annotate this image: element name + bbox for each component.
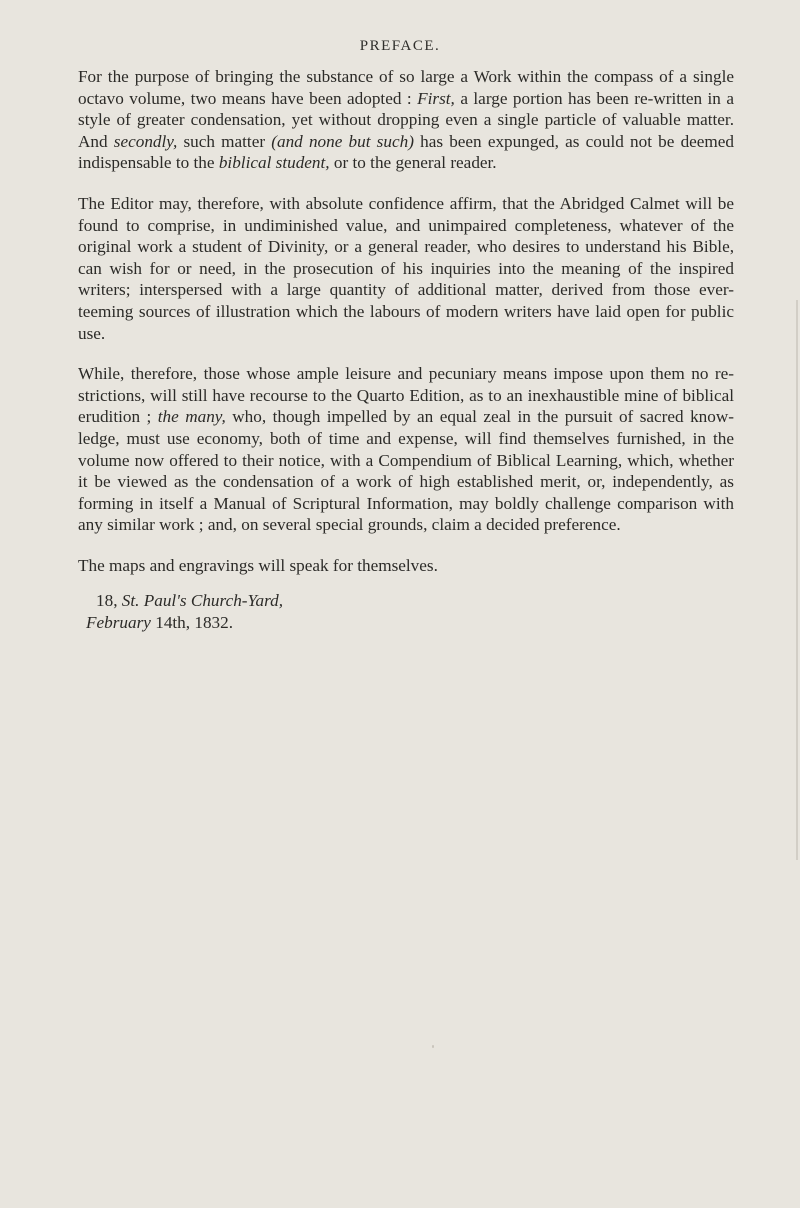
date-day-year: 14th, 1832.	[150, 613, 234, 633]
text-span: such matter	[177, 131, 272, 151]
text-span: While, therefore, those whose ample leisure and pecuniary means impose upon them no re-strictions, will still have recourse to the Quarto Edition, as to an inexhaustible mine of biblical erudition ;	[78, 364, 734, 427]
text-span: For the purpose of bringing the substance of so large a Work within the compass of a single octavo volume, two means have been adopted :	[78, 67, 734, 108]
date-month: February	[86, 613, 151, 633]
italic-none-but-such: (and none but such)	[271, 131, 414, 151]
address-place: St. Paul's Church-Yard,	[121, 591, 284, 611]
italic-secondly: secondly,	[113, 131, 178, 151]
italic-biblical-student: biblical student,	[218, 153, 330, 173]
paragraph-3	[78, 363, 734, 536]
text-span: has been expunged, as could not be deemed indispensable to the	[78, 131, 735, 173]
dateline-line-1	[78, 590, 734, 612]
text-span: a large portion has been re-written in a style of greater condensation, yet without dropping even a single particle of valuable matter. And	[78, 88, 734, 151]
text-span: or to the general reader.	[329, 153, 497, 173]
paper-speck	[432, 1045, 434, 1048]
page-edge-shadow	[796, 300, 798, 860]
paragraph-4: The maps and engravings will speak for themselves.	[78, 555, 438, 575]
paragraph-1	[78, 66, 734, 174]
address-number: 18,	[96, 591, 118, 611]
dateline	[78, 590, 734, 633]
page-heading: PREFACE.	[359, 38, 441, 54]
preface-body	[78, 66, 734, 634]
italic-first: First,	[417, 88, 455, 108]
italic-the-many: the many,	[157, 407, 226, 427]
dateline-line-2	[78, 612, 734, 634]
paragraph-2: The Editor may, therefore, with absolute confidence affirm, that the Abridged Calmet will be found to comprise, in undiminished value, and unimpaired completeness, whatever of the original work a student of Divinity, or a general reader, who desires to understand his Bible, can wish for or need, in the prosecution of his inquiries into the meaning of the inspired writers; interspersed with a large quantity of additional matter, derived from those ever-teeming sources of illustration which the labours of modern writers have laid open for public use.	[78, 193, 734, 343]
text-span: who, though impelled by an equal zeal in the pursuit of sacred know-ledge, must use economy, both of time and expense, will find themselves furnished, in the volume now offered to their notice, with a Compendium of Biblical Learning, which, whether it be viewed as the condensation of a work of high established merit, or, independently, as forming in itself a Manual of Scriptural Information, may boldly challenge comparison with any similar work ; and, on several special grounds, claim a decided preference.	[78, 407, 734, 535]
